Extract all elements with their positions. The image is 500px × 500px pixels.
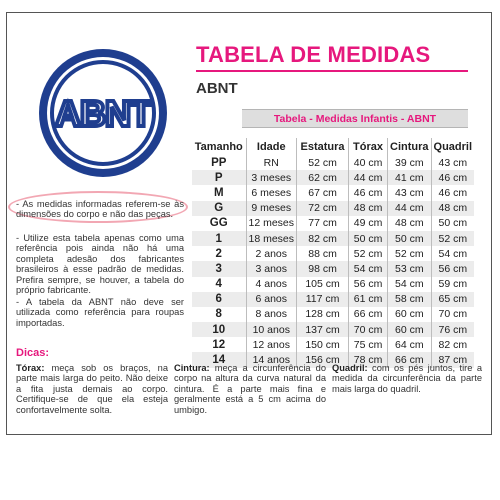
table-cell: 3 meses	[246, 170, 297, 185]
table-cell: 50 cm	[431, 216, 474, 231]
table-cell: 156 cm	[297, 352, 349, 367]
header-estatura: Estatura	[297, 138, 349, 155]
table-cell: 14	[192, 352, 246, 367]
table-cell: 52 cm	[349, 246, 388, 261]
table-cell: 87 cm	[431, 352, 474, 367]
table-body	[192, 155, 474, 368]
title-divider	[196, 70, 468, 72]
header-quadril: Quadril	[431, 138, 474, 155]
header-cintura: Cintura	[388, 138, 432, 155]
table-cell: 50 cm	[349, 231, 388, 246]
page-subtitle: ABNT	[196, 80, 238, 97]
table-cell: 41 cm	[388, 170, 432, 185]
tip-torax-label: Tórax:	[16, 363, 45, 373]
table-cell: 54 cm	[388, 277, 432, 292]
table-cell: 12 meses	[246, 216, 297, 231]
table-cell: 82 cm	[431, 337, 474, 352]
tip-cintura-label: Cintura:	[174, 363, 210, 373]
tip-quadril-label: Quadril:	[332, 363, 368, 373]
table-cell: 48 cm	[431, 201, 474, 216]
tip-torax-text: meça sob os braços, na parte mais larga do peito. Não deixe a fita justa demais ao corpo. Certifique-se de que ela esteja confortavelmente solta.	[16, 363, 168, 415]
table-cell: 59 cm	[431, 277, 474, 292]
table-row	[192, 261, 474, 276]
table-row	[192, 201, 474, 216]
tip-quadril	[332, 363, 482, 394]
table-row	[192, 322, 474, 337]
table-cell: 48 cm	[349, 201, 388, 216]
table-cell: 52 cm	[297, 155, 349, 170]
header-torax: Tórax	[349, 138, 388, 155]
table-row	[192, 231, 474, 246]
table-cell: 46 cm	[431, 170, 474, 185]
table-cell: 54 cm	[349, 261, 388, 276]
table-cell: 105 cm	[297, 277, 349, 292]
header-idade: Idade	[246, 138, 297, 155]
table-cell: 128 cm	[297, 307, 349, 322]
tips-heading: Dicas:	[16, 347, 50, 359]
table-cell: 46 cm	[431, 185, 474, 200]
table-row	[192, 155, 474, 170]
table-cell: 52 cm	[388, 246, 432, 261]
table-cell: 67 cm	[297, 185, 349, 200]
table-cell: 6 anos	[246, 292, 297, 307]
table-row	[192, 216, 474, 231]
table-cell: 66 cm	[349, 307, 388, 322]
table-cell: 70 cm	[431, 307, 474, 322]
table-header-row	[192, 138, 474, 155]
table-cell: 8	[215, 308, 222, 321]
tip-quadril-text: com os pés juntos, tire a medida da circunferência da parte mais larga do quadril.	[332, 363, 482, 394]
table-cell: 60 cm	[388, 322, 432, 337]
table-row	[192, 337, 474, 352]
page-title: TABELA DE MEDIDAS	[196, 42, 431, 67]
table-cell: 4 anos	[246, 277, 297, 292]
table-cell: 56 cm	[349, 277, 388, 292]
note-measurements: - As medidas informadas referem-se às dimensões do corpo e não das peças.	[16, 199, 184, 220]
table-cell: 14 anos	[246, 352, 297, 367]
table-cell: P	[192, 170, 246, 185]
table-cell: 18 meses	[246, 231, 297, 246]
table-cell: 66 cm	[388, 352, 432, 367]
table-cell: 56 cm	[431, 261, 474, 276]
table-cell: 64 cm	[388, 337, 432, 352]
table-cell: 54 cm	[431, 246, 474, 261]
table-cell: 8 anos	[246, 307, 297, 322]
table-cell: 10	[192, 322, 246, 337]
table-cell: 61 cm	[349, 292, 388, 307]
table-cell: G	[192, 201, 246, 216]
table-cell: 50 cm	[388, 231, 432, 246]
table-cell: 44 cm	[349, 170, 388, 185]
table-cell: RN	[246, 155, 297, 170]
note-reference: - Utilize esta tabela apenas como uma referência pois ainda não há uma completa adesão dos fabricantes brasileiros à esse padrão de medidas. Prefira sempre, se houver, a tabela do próprio fabricante.	[16, 233, 184, 296]
table-cell: 6	[192, 292, 246, 307]
table-cell: M	[213, 186, 224, 199]
table-cell: 53 cm	[388, 261, 432, 276]
table-row	[192, 307, 474, 322]
table-cell: 60 cm	[388, 307, 432, 322]
table-cell: 58 cm	[388, 292, 432, 307]
table-cell: 82 cm	[297, 231, 349, 246]
tip-torax	[16, 363, 168, 415]
table-cell: 117 cm	[297, 292, 349, 307]
table-cell: 98 cm	[297, 261, 349, 276]
table-cell: 12 anos	[246, 337, 297, 352]
table-cell: 65 cm	[431, 292, 474, 307]
table-cell: 150 cm	[297, 337, 349, 352]
table-row	[192, 170, 474, 185]
table-cell: 6 meses	[246, 185, 297, 200]
table-cell: 9 meses	[246, 201, 297, 216]
table-cell: 12	[212, 338, 226, 351]
table-cell: 2 anos	[246, 246, 297, 261]
tip-cintura	[174, 363, 326, 415]
table-cell: 62 cm	[297, 170, 349, 185]
table-cell: PP	[211, 156, 227, 169]
table-cell: 77 cm	[297, 216, 349, 231]
table-row	[192, 277, 474, 292]
table-cell: 72 cm	[297, 201, 349, 216]
table-cell: 46 cm	[349, 185, 388, 200]
table-caption: Tabela - Medidas Infantis - ABNT	[242, 109, 468, 128]
table-cell: 137 cm	[297, 322, 349, 337]
table-cell: 39 cm	[388, 155, 432, 170]
table-cell: GG	[209, 217, 228, 230]
table-cell: 70 cm	[349, 322, 388, 337]
tip-cintura-text: meça a circunferência do corpo na altura da curva natural da cintura. É a parte mais fina e geralmente está a 5 cm acima do umbigo.	[174, 363, 326, 415]
table-cell: 1	[192, 231, 246, 246]
size-table	[192, 138, 474, 368]
abnt-logo	[37, 47, 169, 179]
table-cell: 3	[192, 261, 246, 276]
table-cell: 48 cm	[388, 216, 432, 231]
table-cell: 52 cm	[431, 231, 474, 246]
table-caption-wrap	[196, 109, 468, 128]
table-cell: 3 anos	[246, 261, 297, 276]
table-cell: 75 cm	[349, 337, 388, 352]
table-cell: 43 cm	[388, 185, 432, 200]
table-cell: 78 cm	[349, 352, 388, 367]
table-cell: 10 anos	[246, 322, 297, 337]
table-cell: 88 cm	[297, 246, 349, 261]
table-cell: 40 cm	[349, 155, 388, 170]
table-cell: 2	[215, 247, 222, 260]
logo-text: ABNT	[55, 93, 151, 134]
note-imported: - A tabela da ABNT não deve ser utilizada como referência para roupas importadas.	[16, 297, 184, 328]
header-tamanho: Tamanho	[194, 140, 243, 153]
table-cell: 49 cm	[349, 216, 388, 231]
table-row	[192, 246, 474, 261]
table-cell: 43 cm	[431, 155, 474, 170]
table-cell: 76 cm	[431, 322, 474, 337]
table-row	[192, 185, 474, 200]
table-cell: 44 cm	[388, 201, 432, 216]
table-row	[192, 292, 474, 307]
table-cell: 4	[215, 278, 222, 291]
